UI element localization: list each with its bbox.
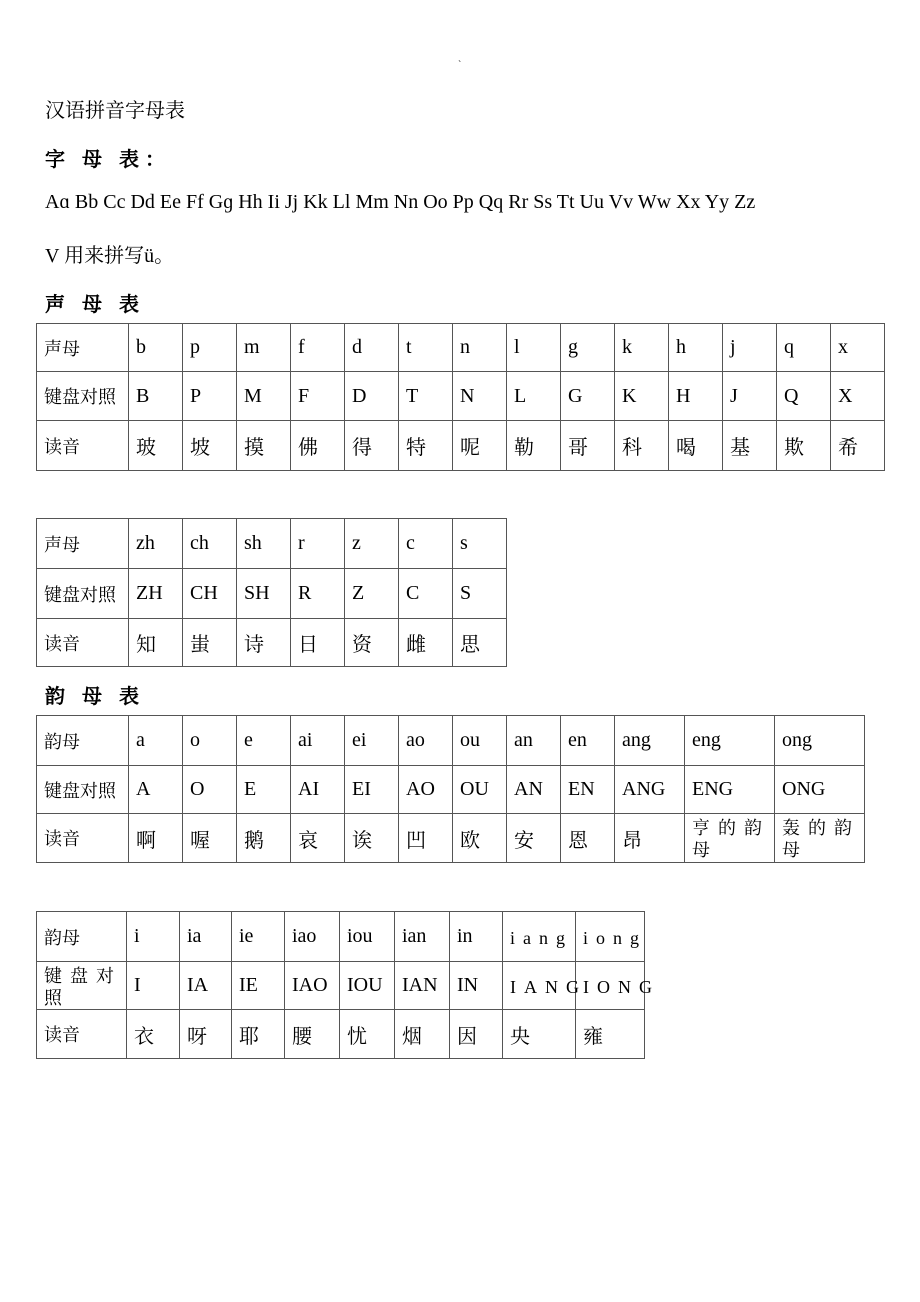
row-header-cell: 读音 <box>37 814 129 863</box>
table-cell: i <box>127 912 180 962</box>
page-mark: ` <box>458 60 462 71</box>
table-cell: ie <box>232 912 285 962</box>
table-row <box>37 912 645 962</box>
row-header-cell: 声母 <box>37 324 129 372</box>
table-cell: 轰的韵母 <box>775 814 865 863</box>
row-header-cell: 键盘对照 <box>37 569 129 619</box>
table-cell: OU <box>453 766 507 814</box>
table-cell: IOU <box>340 962 395 1010</box>
table-cell: E <box>237 766 291 814</box>
table-cell: D <box>345 372 399 421</box>
table-cell: m <box>237 324 291 372</box>
table-cell: iang <box>503 912 576 962</box>
table-cell: 雍 <box>576 1010 645 1059</box>
table-cell: en <box>561 716 615 766</box>
table-row <box>37 766 865 814</box>
table-cell: 思 <box>453 619 507 667</box>
table-cell: c <box>399 519 453 569</box>
table-cell: zh <box>129 519 183 569</box>
table-cell: 诗 <box>237 619 291 667</box>
table-row <box>37 569 507 619</box>
table-cell: SH <box>237 569 291 619</box>
table-cell: IAN <box>395 962 450 1010</box>
table-cell: 呀 <box>180 1010 232 1059</box>
table-cell: ZH <box>129 569 183 619</box>
table-cell: 哥 <box>561 421 615 471</box>
table-cell: 科 <box>615 421 669 471</box>
table-cell: ai <box>291 716 345 766</box>
table-cell: t <box>399 324 453 372</box>
table-cell: EN <box>561 766 615 814</box>
table-cell: 雌 <box>399 619 453 667</box>
table-cell: EI <box>345 766 399 814</box>
table-row <box>37 814 865 863</box>
table-row <box>37 962 645 1010</box>
table-cell: ang <box>615 716 685 766</box>
finals-table <box>36 715 865 863</box>
table-cell: r <box>291 519 345 569</box>
table-cell: AN <box>507 766 561 814</box>
initials-table-2 <box>36 518 507 667</box>
table-cell: S <box>453 569 507 619</box>
table-cell: 蚩 <box>183 619 237 667</box>
table-cell: 欧 <box>453 814 507 863</box>
table-cell: IANG <box>503 962 576 1010</box>
table-cell: an <box>507 716 561 766</box>
table-cell: x <box>831 324 885 372</box>
table-cell: b <box>129 324 183 372</box>
v-note: V 用来拼写ü。 <box>45 245 175 267</box>
table-cell: ao <box>399 716 453 766</box>
row-header-cell: 键盘对照 <box>37 962 127 1010</box>
table-cell: IN <box>450 962 503 1010</box>
table-cell: 忧 <box>340 1010 395 1059</box>
table-cell: F <box>291 372 345 421</box>
table-cell: g <box>561 324 615 372</box>
table-cell: L <box>507 372 561 421</box>
table-cell: 诶 <box>345 814 399 863</box>
table-cell: eng <box>685 716 775 766</box>
table-cell: ch <box>183 519 237 569</box>
table-cell: 佛 <box>291 421 345 471</box>
table-cell: j <box>723 324 777 372</box>
table-cell: 喝 <box>669 421 723 471</box>
table-cell: I <box>127 962 180 1010</box>
table-cell: R <box>291 569 345 619</box>
row-header-cell: 键盘对照 <box>37 372 129 421</box>
table-cell: s <box>453 519 507 569</box>
table-cell: J <box>723 372 777 421</box>
alphabet-line: Aɑ Bb Cc Dd Ee Ff Gɡ Hh Ii Jj Kk Ll Mm Nn Oo Pp Qq Rr Ss Tt Uu Vv Ww Xx Yy Zz <box>45 191 756 213</box>
document-title: 汉语拼音字母表 <box>45 100 185 122</box>
table-cell: iou <box>340 912 395 962</box>
table-cell: AO <box>399 766 453 814</box>
table-cell: 欺 <box>777 421 831 471</box>
table-cell: ian <box>395 912 450 962</box>
table-cell: 衣 <box>127 1010 180 1059</box>
table-cell: q <box>777 324 831 372</box>
table-cell: 烟 <box>395 1010 450 1059</box>
table-row <box>37 619 507 667</box>
table-cell: 鹅 <box>237 814 291 863</box>
table-cell: C <box>399 569 453 619</box>
table-cell: A <box>129 766 183 814</box>
table-cell: IONG <box>576 962 645 1010</box>
table-cell: 凹 <box>399 814 453 863</box>
table-cell: 耶 <box>232 1010 285 1059</box>
table-cell: ei <box>345 716 399 766</box>
table-cell: B <box>129 372 183 421</box>
table-cell: 亨的韵母 <box>685 814 775 863</box>
table-row <box>37 519 507 569</box>
table-cell: o <box>183 716 237 766</box>
initials-table <box>36 323 885 471</box>
initials-heading: 声 母 表 <box>45 294 145 316</box>
table-cell: 哀 <box>291 814 345 863</box>
table-cell: d <box>345 324 399 372</box>
table-cell: 资 <box>345 619 399 667</box>
table-row <box>37 372 885 421</box>
table-cell: iong <box>576 912 645 962</box>
row-header-cell: 读音 <box>37 421 129 471</box>
table-cell: z <box>345 519 399 569</box>
table-row <box>37 421 885 471</box>
row-header-cell: 韵母 <box>37 912 127 962</box>
table-cell: n <box>453 324 507 372</box>
table-cell: 喔 <box>183 814 237 863</box>
finals-heading: 韵 母 表 <box>45 686 145 708</box>
table-cell: ENG <box>685 766 775 814</box>
table-cell: ia <box>180 912 232 962</box>
row-header-cell: 声母 <box>37 519 129 569</box>
table-cell: 特 <box>399 421 453 471</box>
table-cell: 呢 <box>453 421 507 471</box>
table-cell: AI <box>291 766 345 814</box>
table-cell: p <box>183 324 237 372</box>
table-cell: in <box>450 912 503 962</box>
table-cell: 央 <box>503 1010 576 1059</box>
table-cell: T <box>399 372 453 421</box>
table-cell: l <box>507 324 561 372</box>
table-cell: 坡 <box>183 421 237 471</box>
table-cell: 日 <box>291 619 345 667</box>
table-cell: IAO <box>285 962 340 1010</box>
table-cell: iao <box>285 912 340 962</box>
table-cell: f <box>291 324 345 372</box>
row-header-cell: 键盘对照 <box>37 766 129 814</box>
table-cell: CH <box>183 569 237 619</box>
table-cell: 因 <box>450 1010 503 1059</box>
table-cell: ANG <box>615 766 685 814</box>
table-cell: P <box>183 372 237 421</box>
row-header-cell: 读音 <box>37 619 129 667</box>
row-header-cell: 读音 <box>37 1010 127 1059</box>
finals-table-2 <box>36 911 660 1059</box>
table-cell: Q <box>777 372 831 421</box>
table-cell: 勒 <box>507 421 561 471</box>
table-cell: G <box>561 372 615 421</box>
table-cell: sh <box>237 519 291 569</box>
table-cell: 基 <box>723 421 777 471</box>
alphabet-heading: 字 母 表： <box>45 149 171 171</box>
table-cell: X <box>831 372 885 421</box>
table-cell: IE <box>232 962 285 1010</box>
table-cell: a <box>129 716 183 766</box>
table-cell: k <box>615 324 669 372</box>
table-cell: H <box>669 372 723 421</box>
table-cell: 腰 <box>285 1010 340 1059</box>
table-cell: h <box>669 324 723 372</box>
table-cell: 知 <box>129 619 183 667</box>
table-cell: 恩 <box>561 814 615 863</box>
table-cell: ou <box>453 716 507 766</box>
table-cell: M <box>237 372 291 421</box>
table-row <box>37 324 885 372</box>
table-cell: 希 <box>831 421 885 471</box>
table-cell: O <box>183 766 237 814</box>
table-cell: Z <box>345 569 399 619</box>
table-cell: K <box>615 372 669 421</box>
table-cell: 啊 <box>129 814 183 863</box>
table-row <box>37 1010 645 1059</box>
row-header-cell: 韵母 <box>37 716 129 766</box>
table-row <box>37 716 865 766</box>
table-cell: 玻 <box>129 421 183 471</box>
table-cell: IA <box>180 962 232 1010</box>
table-cell: ong <box>775 716 865 766</box>
table-cell: N <box>453 372 507 421</box>
table-cell: 得 <box>345 421 399 471</box>
table-cell: 摸 <box>237 421 291 471</box>
table-cell: e <box>237 716 291 766</box>
table-cell: 昂 <box>615 814 685 863</box>
table-cell: ONG <box>775 766 865 814</box>
table-cell: 安 <box>507 814 561 863</box>
